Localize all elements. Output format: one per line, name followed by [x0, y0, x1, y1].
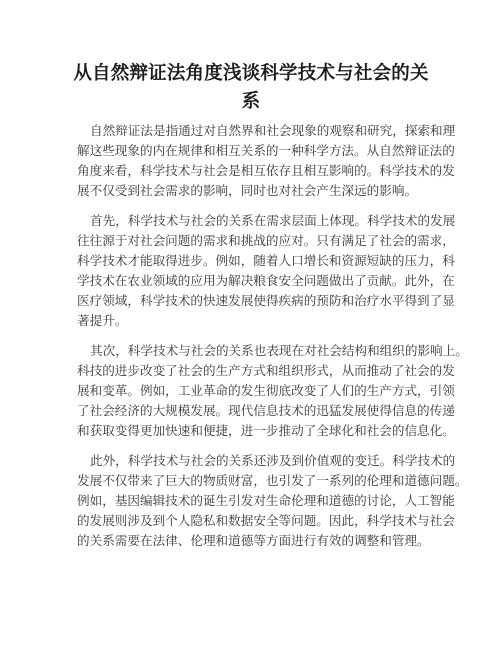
paragraph-3-line-4: 了社会经济的大规模发展。现代信息技术的迅猛发展使得信息的传递	[77, 403, 455, 418]
paragraph-2-line-6: 著提升。	[77, 313, 128, 328]
paragraph-1-line-1: 自然辩证法是指通过对自然界和社会现象的观察和研究，探索和理	[90, 123, 456, 138]
paragraph-2-line-5: 医疗领域，科学技术的快速发展使得疾病的预防和治疗水平得到了显	[77, 293, 455, 308]
paragraph-3-line-2: 科技的进步改变了社会的生产方式和组织形式，从而推动了社会的发	[77, 363, 455, 378]
paragraph-1-line-2: 解这些现象的内在规律和相互关系的一种科学方法。从自然辩证法的	[77, 143, 455, 158]
paragraph-3-line-3: 展和变革。例如，工业革命的发生彻底改变了人们的生产方式，引领	[77, 383, 455, 398]
paragraph-2-line-2: 往往源于对社会问题的需求和挑战的应对。只有满足了社会的需求，	[77, 233, 455, 248]
paragraph-1-line-3: 角度来看，科学技术与社会是相互依存且相互影响的。科学技术的发	[77, 163, 455, 178]
paragraph-2-line-4: 学技术在农业领域的应用为解决粮食安全问题做出了贡献。此外，在	[77, 273, 455, 288]
paragraph-2-line-3: 科学技术才能取得进步。例如，随着人口增长和资源短缺的压力，科	[77, 253, 455, 268]
paragraph-2-line-1: 首先，科学技术与社会的关系在需求层面上体现。科学技术的发展	[90, 213, 456, 228]
paragraph-4-line-5: 的关系需要在法律、伦理和道德等方面进行有效的调整和管理。	[77, 533, 430, 548]
paragraph-4-line-3: 例如，基因编辑技术的诞生引发对生命伦理和道德的讨论，人工智能	[77, 493, 455, 508]
paragraph-1-line-4: 展不仅受到社会需求的影响，同时也对社会产生深远的影响。	[77, 183, 418, 198]
paragraph-4-line-4: 的发展则涉及到个人隐私和数据安全等问题。因此，科学技术与社会	[77, 513, 455, 528]
paragraph-4-line-2: 发展不仅带来了巨大的物质财富，也引发了一系列的伦理和道德问题。	[77, 473, 468, 488]
document-title: 从自然辩证法角度浅谈科学技术与社会的关系	[73, 63, 429, 112]
paragraph-4-line-1: 此外，科学技术与社会的关系还涉及到价值观的变迁。科学技术的	[90, 453, 456, 468]
paragraph-3-line-1: 其次，科学技术与社会的关系也表现在对社会结构和组织的影响上。	[90, 343, 468, 358]
paragraph-3-line-5: 和获取变得更加快速和便捷，进一步推动了全球化和社会的信息化。	[77, 423, 455, 438]
